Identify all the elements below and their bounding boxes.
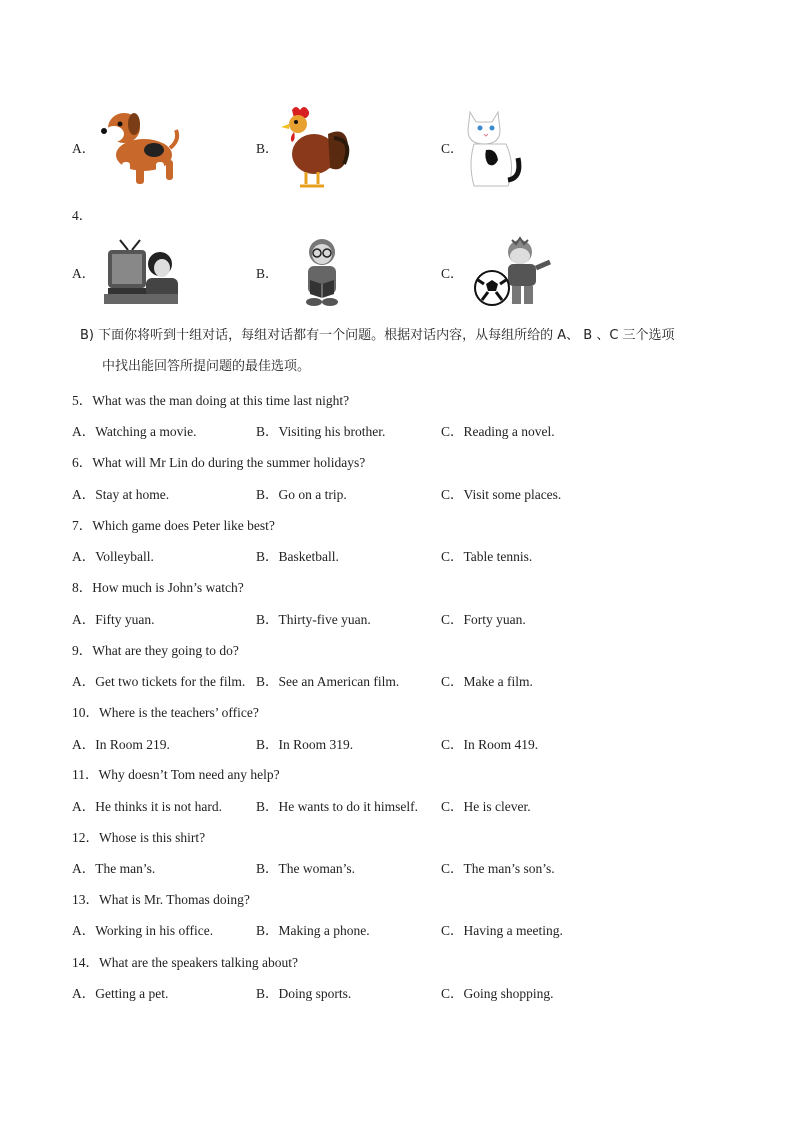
option-c: C．Visit some places.	[441, 487, 562, 502]
q4-option-a-label: A．	[72, 266, 96, 281]
option-a: A．Get two tickets for the film.	[72, 674, 246, 689]
q4-option-b-label: B．	[256, 266, 279, 281]
option-b: B．Making a phone.	[256, 923, 370, 938]
option-b: B．He wants to do it himself.	[256, 799, 418, 814]
q4-number: 4．	[72, 208, 93, 223]
question-text: 11．Why doesn’t Tom need any help?	[72, 767, 280, 782]
option-c: C．Having a meeting.	[441, 923, 563, 938]
option-b: B．Go on a trip.	[256, 487, 347, 502]
option-c: C．In Room 419.	[441, 737, 539, 752]
question-text: 5．What was the man doing at this time last night?	[72, 393, 350, 408]
playing-football-icon	[472, 236, 554, 310]
option-a: A．Getting a pet.	[72, 986, 169, 1001]
answer-row	[0, 608, 794, 626]
option-c: C．Reading a novel.	[441, 424, 555, 439]
option-b: B．In Room 319.	[256, 737, 354, 752]
answer-row	[0, 733, 794, 751]
answer-row	[0, 670, 794, 688]
option-a: A．Working in his office.	[72, 923, 214, 938]
option-b: B．The woman’s.	[256, 861, 355, 876]
section-b-instructions	[80, 320, 740, 382]
section-b-line-1: B) 下面你将听到十组对话，每组对话都有一个问题。根据对话内容，从每组所给的 A、 B 、C 三个选项	[80, 328, 675, 343]
option-c: C．Forty yuan.	[441, 612, 526, 627]
option-c: C．Table tennis.	[441, 549, 533, 564]
answer-row	[0, 420, 794, 438]
option-b: B．Basketball.	[256, 549, 339, 564]
question-text: 14．What are the speakers talking about?	[72, 955, 299, 970]
question-text: 12．Whose is this shirt?	[72, 830, 206, 845]
q3-option-a-label: A．	[72, 141, 96, 156]
question-text: 8．How much is John’s watch?	[72, 580, 244, 595]
answer-row	[0, 795, 794, 813]
dog-icon	[94, 100, 180, 192]
option-c: C．The man’s son’s.	[441, 861, 555, 876]
rooster-icon	[278, 104, 354, 192]
option-b: B．Doing sports.	[256, 986, 352, 1001]
option-c: C．Going shopping.	[441, 986, 554, 1001]
option-a: A．In Room 219.	[72, 737, 170, 752]
q3-option-b-label: B．	[256, 141, 279, 156]
answer-row	[0, 982, 794, 1000]
option-a: A．Volleyball.	[72, 549, 154, 564]
option-a: A．Watching a movie.	[72, 424, 197, 439]
reading-book-icon	[300, 236, 344, 308]
answer-row	[0, 483, 794, 501]
answer-row	[0, 545, 794, 563]
section-b-line-2: 中找出能回答所提问题的最佳选项。	[102, 359, 311, 374]
question-text: 7．Which game does Peter like best?	[72, 518, 275, 533]
question-text: 6．What will Mr Lin do during the summer holidays?	[72, 455, 366, 470]
option-b: B．See an American film.	[256, 674, 400, 689]
answer-row	[0, 919, 794, 937]
option-c: C．He is clever.	[441, 799, 531, 814]
answer-row	[0, 857, 794, 875]
question-text: 13．What is Mr. Thomas doing?	[72, 892, 250, 907]
option-c: C．Make a film.	[441, 674, 533, 689]
question-text: 10．Where is the teachers’ office?	[72, 705, 259, 720]
option-a: A．Stay at home.	[72, 487, 170, 502]
option-a: A．He thinks it is not hard.	[72, 799, 222, 814]
option-a: A．The man’s.	[72, 861, 156, 876]
option-b: B．Thirty-five yuan.	[256, 612, 371, 627]
option-a: A．Fifty yuan.	[72, 612, 155, 627]
option-b: B．Visiting his brother.	[256, 424, 386, 439]
q3-option-c-label: C．	[441, 141, 464, 156]
cat-icon	[460, 102, 530, 192]
question-text: 9．What are they going to do?	[72, 643, 239, 658]
q4-option-c-label: C．	[441, 266, 464, 281]
watching-tv-icon	[102, 238, 180, 306]
